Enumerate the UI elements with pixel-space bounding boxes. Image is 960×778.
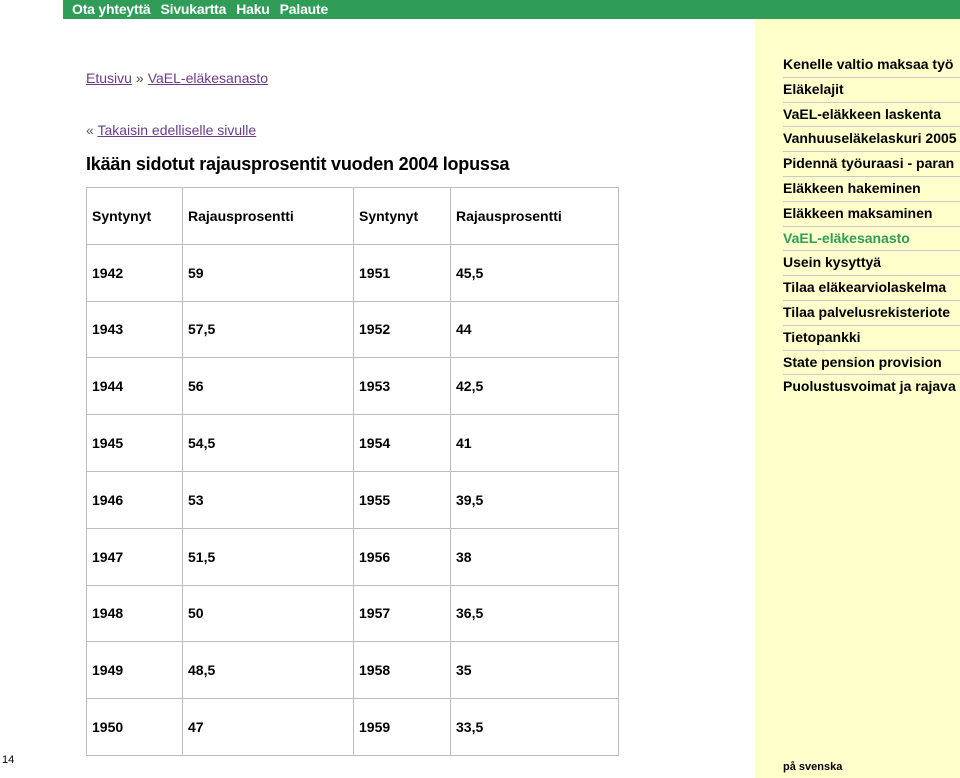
table-row xyxy=(87,301,619,358)
table-header-row xyxy=(87,188,619,245)
contact-link[interactable]: Ota yhteyttä xyxy=(72,0,151,17)
column-header: Rajausprosentti xyxy=(183,188,354,245)
table-cell: 54,5 xyxy=(183,415,354,472)
sidebar-item[interactable]: State pension provision xyxy=(783,351,960,376)
table-row xyxy=(87,642,619,699)
sidebar-item[interactable]: Usein kysyttyä xyxy=(783,251,960,276)
sidebar-item[interactable]: Kenelle valtio maksaa työ xyxy=(783,53,960,78)
column-header: Syntynyt xyxy=(87,188,183,245)
back-link[interactable]: Takaisin edelliselle sivulle xyxy=(97,122,257,138)
table-cell: 1955 xyxy=(354,471,451,528)
table-cell: 51,5 xyxy=(183,528,354,585)
sidebar-item[interactable]: VaEL-eläkesanasto xyxy=(783,227,960,252)
column-header: Syntynyt xyxy=(354,188,451,245)
table-cell: 1953 xyxy=(354,358,451,415)
back-arrow: « xyxy=(86,122,94,138)
feedback-link[interactable]: Palaute xyxy=(279,0,329,17)
table-row xyxy=(87,244,619,301)
table-cell: 59 xyxy=(183,244,354,301)
table-cell: 57,5 xyxy=(183,301,354,358)
sidebar-item[interactable]: Tilaa palvelusrekisteriote xyxy=(783,301,960,326)
table-cell: 1945 xyxy=(87,415,183,472)
sidebar-item[interactable]: Puolustusvoimat ja rajava xyxy=(783,378,956,395)
sidebar-item[interactable]: Eläkkeen maksaminen xyxy=(783,202,960,227)
column-header: Rajausprosentti xyxy=(451,188,619,245)
percentage-table xyxy=(86,187,619,756)
top-navigation xyxy=(72,0,328,17)
breadcrumb xyxy=(86,70,268,86)
table-cell: 48,5 xyxy=(183,642,354,699)
table-cell: 36,5 xyxy=(451,585,619,642)
table-cell: 35 xyxy=(451,642,619,699)
table-body xyxy=(87,244,619,755)
table-cell: 1947 xyxy=(87,528,183,585)
table-row xyxy=(87,699,619,756)
breadcrumb-separator: » xyxy=(135,70,144,86)
table-row xyxy=(87,358,619,415)
sidebar-item[interactable]: Tilaa eläkearviolaskelma xyxy=(783,276,960,301)
table-cell: 50 xyxy=(183,585,354,642)
table-cell: 1958 xyxy=(354,642,451,699)
table-row xyxy=(87,585,619,642)
table-cell: 1951 xyxy=(354,244,451,301)
breadcrumb-home-link[interactable]: Etusivu xyxy=(86,70,132,86)
breadcrumb-current-link[interactable]: VaEL-eläkesanasto xyxy=(147,70,269,86)
table-cell: 1949 xyxy=(87,642,183,699)
table-cell: 1948 xyxy=(87,585,183,642)
table-cell: 1942 xyxy=(87,244,183,301)
sidebar-item[interactable]: Vanhuuseläkelaskuri 2005 xyxy=(783,127,960,152)
table-cell: 38 xyxy=(451,528,619,585)
table-cell: 39,5 xyxy=(451,471,619,528)
sidebar-item[interactable]: VaEL-eläkkeen laskenta xyxy=(783,103,960,128)
page-title: Ikään sidotut rajausprosentit vuoden 2004 lopussa xyxy=(86,154,510,174)
table-row xyxy=(87,415,619,472)
table-cell: 45,5 xyxy=(451,244,619,301)
back-navigation xyxy=(86,122,256,138)
sidebar-navigation xyxy=(783,53,960,400)
table-cell: 1959 xyxy=(354,699,451,756)
margin-number: 14 xyxy=(2,754,15,766)
sidebar-item[interactable]: Eläkkeen hakeminen xyxy=(783,177,960,202)
table-cell: 44 xyxy=(451,301,619,358)
table-cell: 1950 xyxy=(87,699,183,756)
table-cell: 1946 xyxy=(87,471,183,528)
table-cell: 1956 xyxy=(354,528,451,585)
sidebar-item[interactable]: Tietopankki xyxy=(783,326,960,351)
table-row xyxy=(87,528,619,585)
sidebar-item[interactable]: Eläkelajit xyxy=(783,78,960,103)
table-cell: 1952 xyxy=(354,301,451,358)
table-cell: 33,5 xyxy=(451,699,619,756)
table-cell: 41 xyxy=(451,415,619,472)
language-link[interactable]: på svenska xyxy=(783,761,843,773)
table-cell: 53 xyxy=(183,471,354,528)
table-cell: 1957 xyxy=(354,585,451,642)
sidebar-item[interactable]: Pidennä työuraasi - paran xyxy=(783,152,960,177)
sitemap-link[interactable]: Sivukartta xyxy=(160,0,227,17)
table-cell: 1944 xyxy=(87,358,183,415)
table-cell: 47 xyxy=(183,699,354,756)
table-row xyxy=(87,471,619,528)
table-cell: 42,5 xyxy=(451,358,619,415)
table-cell: 1954 xyxy=(354,415,451,472)
table-cell: 56 xyxy=(183,358,354,415)
search-link[interactable]: Haku xyxy=(236,0,270,17)
table-cell: 1943 xyxy=(87,301,183,358)
